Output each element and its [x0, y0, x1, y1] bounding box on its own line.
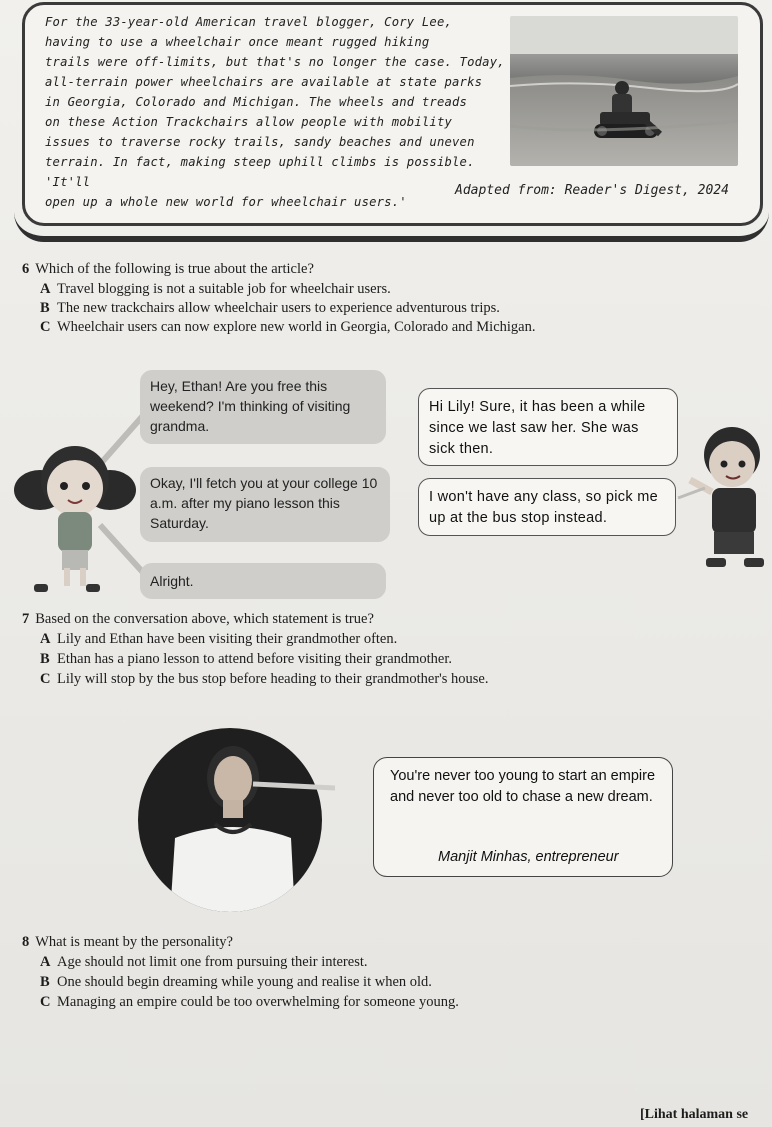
question-6 — [22, 260, 314, 278]
quote-author: Manjit Minhas, entrepreneur — [438, 849, 619, 865]
lily-character — [14, 446, 136, 592]
question-text: What is meant by the personality? — [35, 934, 233, 950]
q8-option-b[interactable]: B One should begin dreaming while young and realise it when old. — [40, 974, 432, 990]
article-line: trails were off-limits, but that's no longer the case. Today, — [45, 55, 505, 69]
q7-option-a[interactable]: A Lily and Ethan have been visiting their grandmother often. — [40, 631, 398, 647]
article-line: having to use a wheelchair once meant rugged hiking — [45, 35, 430, 49]
article-line: issues to traverse rocky trails, sandy beaches and uneven — [45, 135, 475, 149]
entrepreneur-portrait — [135, 728, 335, 916]
q8-option-a[interactable]: A Age should not limit one from pursuing their interest. — [40, 954, 368, 970]
question-7 — [22, 610, 374, 628]
q6-option-a[interactable]: A Travel blogging is not a suitable job for wheelchair users. — [40, 281, 391, 297]
question-number: 8 — [22, 934, 30, 950]
question-8 — [22, 933, 233, 951]
question-text: Which of the following is true about the article? — [35, 261, 314, 277]
article-line: all-terrain power wheelchairs are available at state parks — [45, 75, 483, 89]
article-source: Adapted from: Reader's Digest, 2024 — [455, 183, 729, 198]
lily-bubble-2: Okay, I'll fetch you at your college 10 a.m. after my piano lesson this Saturday. — [140, 467, 390, 542]
quote-text: You're never too young to start an empire and never too old to chase a new dream. — [390, 768, 656, 805]
q8-option-c[interactable]: C Managing an empire could be too overwhelming for someone young. — [40, 994, 459, 1010]
next-page-note: [Lihat halaman se — [640, 1107, 749, 1122]
article-line: in Georgia, Colorado and Michigan. The wheels and treads — [45, 95, 468, 109]
question-text: Based on the conversation above, which statement is true? — [35, 611, 374, 627]
article-line: For the 33-year-old American travel blogger, Cory Lee, — [45, 15, 453, 29]
ethan-character — [690, 427, 764, 567]
ethan-bubble-2: I won't have any class, so pick me up at the bus stop instead. — [418, 478, 676, 536]
q6-option-c[interactable]: C Wheelchair users can now explore new world in Georgia, Colorado and Michigan. — [40, 319, 536, 335]
q6-option-b[interactable]: B The new trackchairs allow wheelchair users to experience adventurous trips. — [40, 300, 500, 316]
article-line: open up a whole new world for wheelchair users.' — [45, 195, 407, 209]
article-line: terrain. In fact, making steep uphill climbs is possible. 'It'll — [45, 155, 475, 189]
lily-bubble-3: Alright. — [140, 563, 386, 599]
q7-option-b[interactable]: B Ethan has a piano lesson to attend before visiting their grandmother. — [40, 651, 453, 667]
question-number: 6 — [22, 261, 30, 277]
q7-option-c[interactable]: C Lily will stop by the bus stop before heading to their grandmother's house. — [40, 671, 489, 687]
ethan-bubble-1: Hi Lily! Sure, it has been a while since we last saw her. She was sick then. — [418, 388, 678, 466]
trackchair-beach-photo — [510, 16, 738, 166]
lily-bubble-1: Hey, Ethan! Are you free this weekend? I'm thinking of visiting grandma. — [140, 370, 386, 444]
article-line: on these Action Trackchairs allow people with mobility — [45, 115, 453, 129]
article-text — [45, 12, 515, 212]
question-number: 7 — [22, 611, 30, 627]
